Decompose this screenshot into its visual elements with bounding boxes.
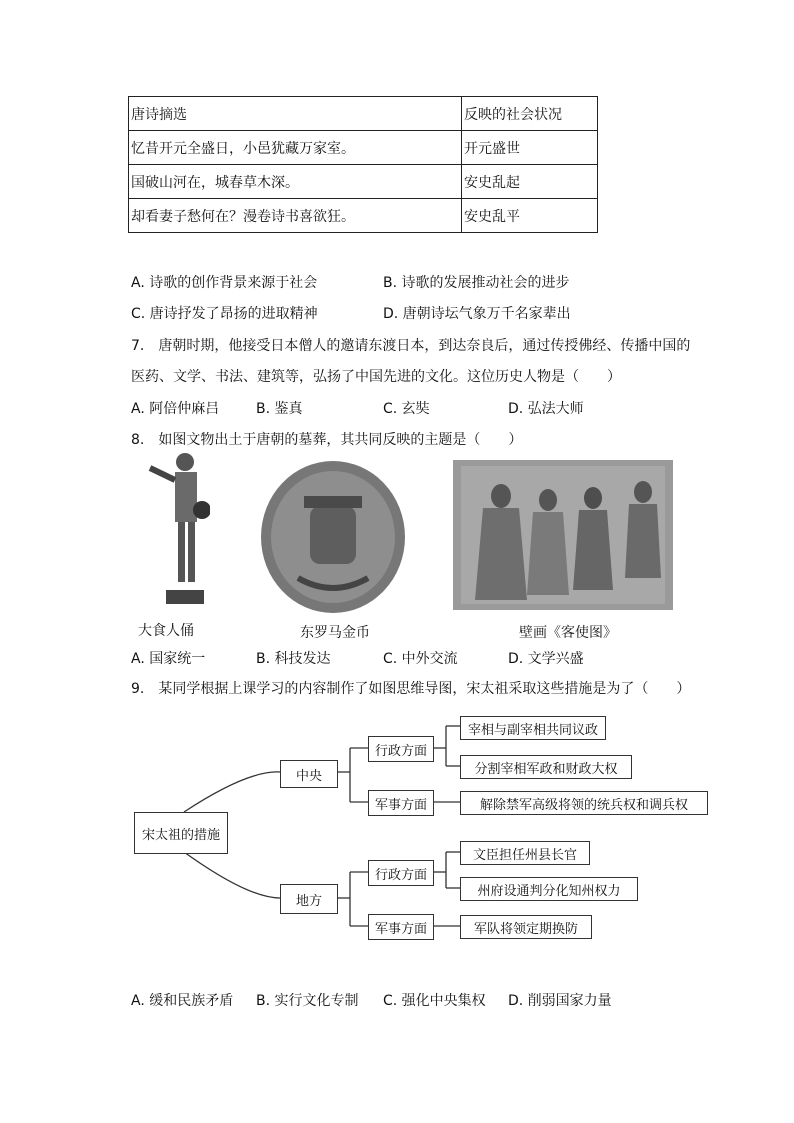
table-header-cell: 唐诗摘选: [129, 97, 462, 131]
q6-option-d[interactable]: D. 唐朝诗坛气象万千名家辈出: [383, 306, 571, 322]
mind-map-local-admin: 行政方面: [368, 860, 434, 886]
mind-map-root: 宋太祖的措施: [134, 812, 228, 854]
mind-map-leaf-5: 州府设通判分化知州权力: [460, 877, 638, 901]
caption-coin: 东罗马金币: [300, 625, 370, 641]
q8-option-c[interactable]: C. 中外交流: [383, 651, 458, 667]
q7-stem-line1: 7. 唐朝时期，他接受日本僧人的邀请东渡日本，到达奈良后，通过传授佛经、传播中国的: [131, 338, 691, 354]
mural-image: [453, 460, 673, 610]
q7-option-d[interactable]: D. 弘法大师: [508, 401, 584, 417]
q9-option-a[interactable]: A. 缓和民族矛盾: [131, 993, 234, 1009]
caption-mural: 壁画《客使图》: [519, 625, 617, 641]
mind-map-leaf-4: 文臣担任州县长官: [460, 841, 590, 865]
q7-stem-line2: 医药、文学、书法、建筑等，弘扬了中国先进的文化。这位历史人物是（ ）: [131, 369, 621, 385]
mind-map: [128, 712, 708, 944]
mind-map-local-military: 军事方面: [368, 914, 434, 940]
q6-option-b[interactable]: B. 诗歌的发展推动社会的进步: [383, 275, 570, 291]
q6-option-c[interactable]: C. 唐诗抒发了昂扬的进取精神: [131, 306, 318, 322]
q9-option-d[interactable]: D. 削弱国家力量: [508, 993, 612, 1009]
q6-option-a[interactable]: A. 诗歌的创作背景来源于社会: [131, 275, 318, 291]
mind-map-leaf-6: 军队将领定期换防: [460, 915, 592, 939]
table-cell: 开元盛世: [462, 131, 598, 165]
q9-option-c[interactable]: C. 强化中央集权: [383, 993, 486, 1009]
q9-option-b[interactable]: B. 实行文化专制: [256, 993, 359, 1009]
figurine-image: [130, 450, 210, 610]
table-cell: 国破山河在，城春草木深。: [129, 165, 462, 199]
caption-figurine: 大食人俑: [138, 623, 194, 639]
mind-map-leaf-3: 解除禁军高级将领的统兵权和调兵权: [460, 791, 708, 815]
mind-map-local: 地方: [280, 884, 338, 914]
mind-map-leaf-1: 宰相与副宰相共同议政: [460, 716, 606, 740]
q9-stem: 9. 某同学根据上课学习的内容制作了如图思维导图，宋太祖采取这些措施是为了（ ）: [131, 681, 691, 697]
q7-option-c[interactable]: C. 玄奘: [383, 401, 430, 417]
table-cell: 安史乱起: [462, 165, 598, 199]
table-header-cell: 反映的社会状况: [462, 97, 598, 131]
table-cell: 忆昔开元全盛日，小邑犹藏万家室。: [129, 131, 462, 165]
mind-map-central-military: 军事方面: [368, 790, 434, 816]
mind-map-central: 中央: [280, 760, 338, 788]
gold-coin-image: [258, 458, 408, 616]
table-row: [129, 97, 598, 131]
table-row: [129, 165, 598, 199]
q8-option-d[interactable]: D. 文学兴盛: [508, 651, 584, 667]
table-row: [129, 131, 598, 165]
q8-option-a[interactable]: A. 国家统一: [131, 651, 206, 667]
table-cell: 却看妻子愁何在？漫卷诗书喜欲狂。: [129, 199, 462, 233]
q8-stem: 8. 如图文物出土于唐朝的墓葬，其共同反映的主题是（ ）: [131, 432, 523, 448]
q7-option-b[interactable]: B. 鉴真: [256, 401, 303, 417]
table-row: [129, 199, 598, 233]
mind-map-central-admin: 行政方面: [368, 736, 434, 762]
table-cell: 安史乱平: [462, 199, 598, 233]
q7-option-a[interactable]: A. 阿倍仲麻吕: [131, 401, 220, 417]
poem-table: [128, 96, 598, 233]
q8-option-b[interactable]: B. 科技发达: [256, 651, 331, 667]
mind-map-leaf-2: 分割宰相军政和财政大权: [460, 755, 632, 779]
